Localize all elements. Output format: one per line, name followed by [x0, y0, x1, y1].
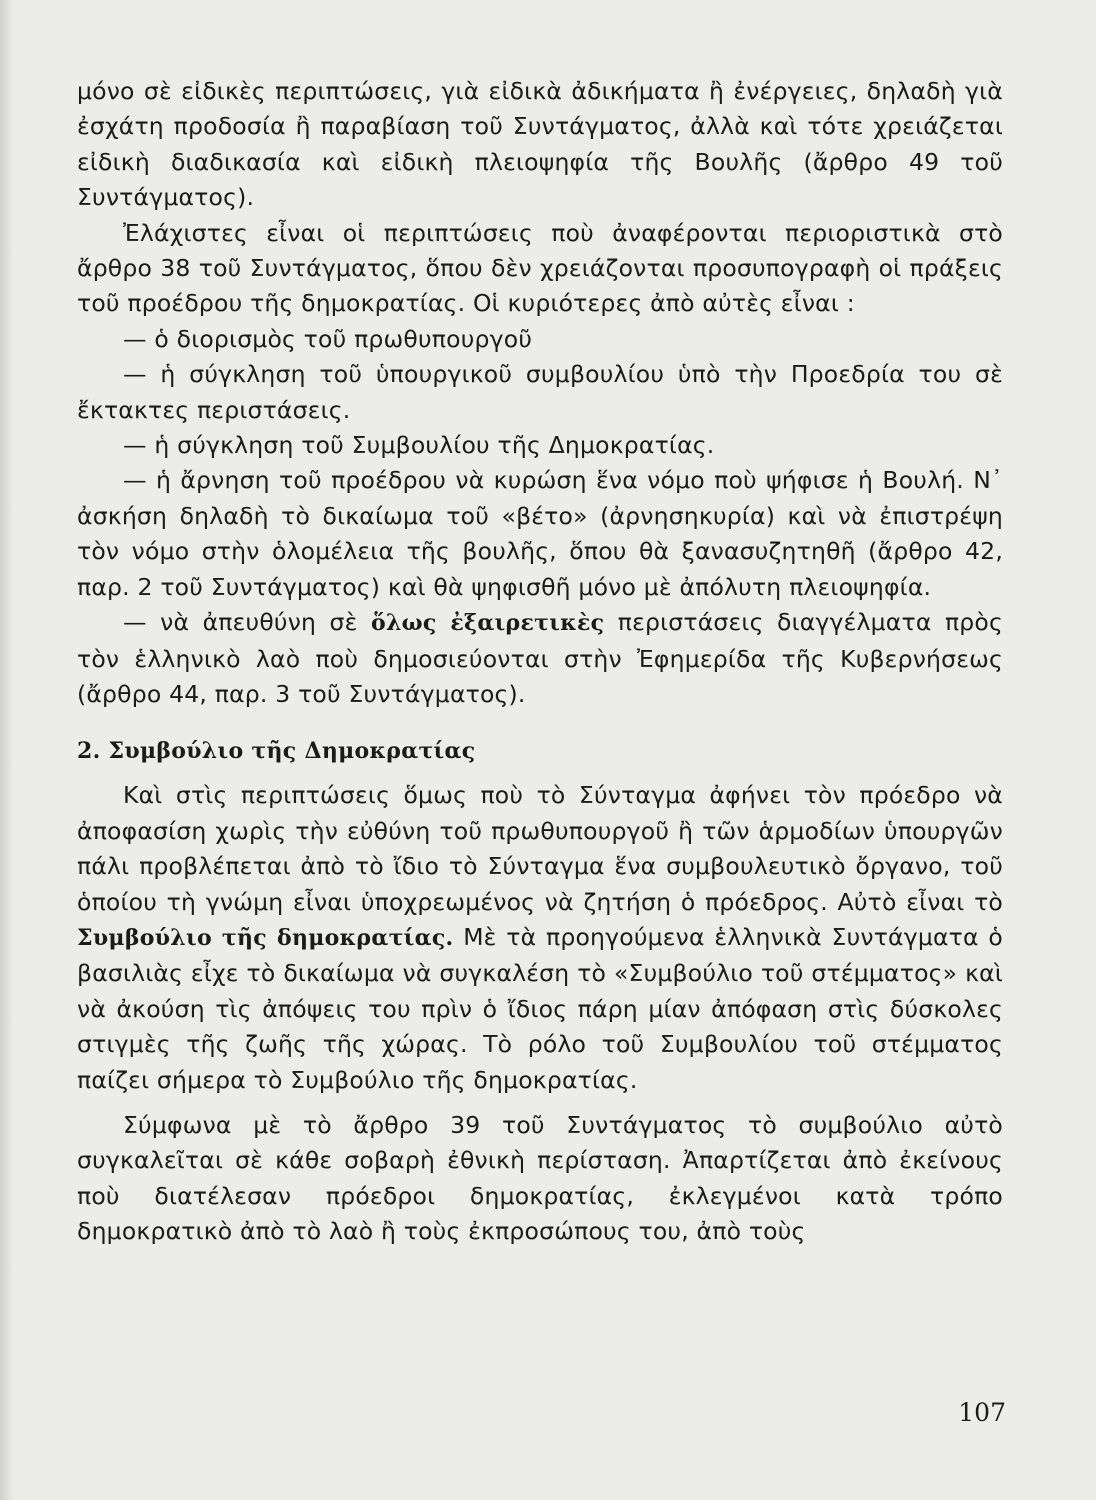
paragraph-2: Ἐλάχιστες εἶναι οἱ περιπτώσεις ποὺ ἀναφέρονται περιοριστικὰ στὸ ἄρθρο 38 τοῦ Συντάγματος, ὅπου δὲν χρειάζονται προσυπογραφὴ οἱ πράξεις τοῦ προέδρου τῆς δημοκρατίας. Οἱ κυριότερες ἀπὸ αὐτὲς εἶναι :	[77, 218, 1003, 318]
paragraph-3-bold: Συμβούλιο τῆς δημοκρατίας.	[77, 924, 454, 951]
list-item-3: — ἡ σύγκληση τοῦ Συμβουλίου τῆς Δημοκρατίας.	[123, 431, 715, 460]
binding-gutter	[0, 0, 14, 1500]
list-item-5-pre: — νὰ ἀπευθύνη σὲ	[123, 608, 371, 637]
section-heading: 2. Συμβούλιο τῆς Δημοκρατίας	[77, 738, 476, 765]
paragraph-3	[77, 778, 1003, 1098]
list-item-1: — ὁ διορισμὸς τοῦ πρωθυπουργοῦ	[123, 324, 533, 353]
list-item-5-bold: ὅλως ἐξαιρετικὲς	[370, 610, 605, 637]
list-item-5-post: περιστάσεις διαγγέλματα πρὸς τὸν ἑλληνικὸ λαὸ ποὺ δημοσιεύονται στὴν Ἐφημερίδα τῆς Κυβερνήσεως (ἄρθρο 44, παρ. 3 τοῦ Συντάγματος).	[77, 608, 1003, 708]
paragraph-3-pre: Καὶ στὶς περιπτώσεις ὅμως ποὺ τὸ Σύνταγμα ἀφήνει τὸν πρόεδρο νὰ ἀποφασίση χωρὶς τὴν εὐθύνη τοῦ πρωθυπουργοῦ ἢ τῶν ἁρμοδίων ὑπουργῶν πάλι προβλέπεται ἀπὸ τὸ ἴδιο τὸ Σύνταγμα ἕνα συμβουλευτικὸ ὄργανο, τοῦ ὁποίου τὴ γνώμη εἶναι ὑποχρεωμένος νὰ ζητήση ὁ πρόεδρος. Αὐτὸ εἶναι τὸ	[77, 781, 1003, 916]
list-item-5	[77, 605, 1003, 712]
paragraph-4: Σύμφωνα μὲ τὸ ἄρθρο 39 τοῦ Συντάγματος τὸ συμβούλιο αὐτὸ συγκαλεῖται σὲ κάθε σοβαρὴ ἐθνικὴ περίσταση. Ἀπαρτίζεται ἀπὸ ἐκείνους ποὺ διατέλεσαν πρόεδροι δημοκρατίας, ἐκλεγμένοι κατὰ τρόπο δημοκρατικὸ ἀπὸ τὸ λαὸ ἢ τοὺς ἐκπροσώπους του, ἀπὸ τοὺς	[77, 1110, 1003, 1246]
body-text	[77, 74, 1003, 1250]
paragraph-3-post: Μὲ τὰ προηγούμενα ἑλληνικὰ Συντάγματα ὁ βασιλιὰς εἶχε τὸ δικαίωμα νὰ συγκαλέση τὸ «Συμβούλιο τοῦ στέμματος» καὶ νὰ ἀκούση τὶς ἀπόψεις του πρὶν ὁ ἴδιος πάρη μίαν ἀπόφαση στὶς δύσκολες στιγμὲς τῆς ζωῆς τῆς χώρας. Τὸ ρόλο τοῦ Συμβουλίου τοῦ στέμματος παίζει σήμερα τὸ Συμβούλιο τῆς δημοκρατίας.	[77, 922, 1003, 1094]
list-item-2: — ἡ σύγκληση τοῦ ὑπουργικοῦ συμβουλίου ὑπὸ τὴν Προεδρία του σὲ ἔκτακτες περιστάσεις.	[77, 360, 1003, 424]
paragraph-1: μόνο σὲ εἰδικὲς περιπτώσεις, γιὰ εἰδικὰ ἀδικήματα ἢ ἐνέργειες, δηλαδὴ γιὰ ἐσχάτη προδοσία ἢ παραβίαση τοῦ Συντάγματος, ἀλλὰ καὶ τότε χρειάζεται εἰδικὴ διαδικασία καὶ εἰδικὴ πλειοψηφία τῆς Βουλῆς (ἄρθρο 49 τοῦ Συντάγματος).	[77, 77, 1003, 212]
list-item-4: — ἡ ἄρνηση τοῦ προέδρου νὰ κυρώση ἕνα νόμο ποὺ ψήφισε ἡ Βουλή. Ν᾽ ἀσκήση δηλαδὴ τὸ δικαίωμα τοῦ «βέτο» (ἀρνησηκυρία) καὶ νὰ ἐπιστρέψη τὸν νόμο στὴν ὁλομέλεια τῆς βουλῆς, ὅπου θὰ ξανασυζητηθῆ (ἄρθρο 42, παρ. 2 τοῦ Συντάγματος) καὶ θὰ ψηφισθῆ μόνο μὲ ἀπόλυτη πλειοψηφία.	[77, 466, 1003, 601]
page-number: 107	[958, 1398, 1006, 1427]
